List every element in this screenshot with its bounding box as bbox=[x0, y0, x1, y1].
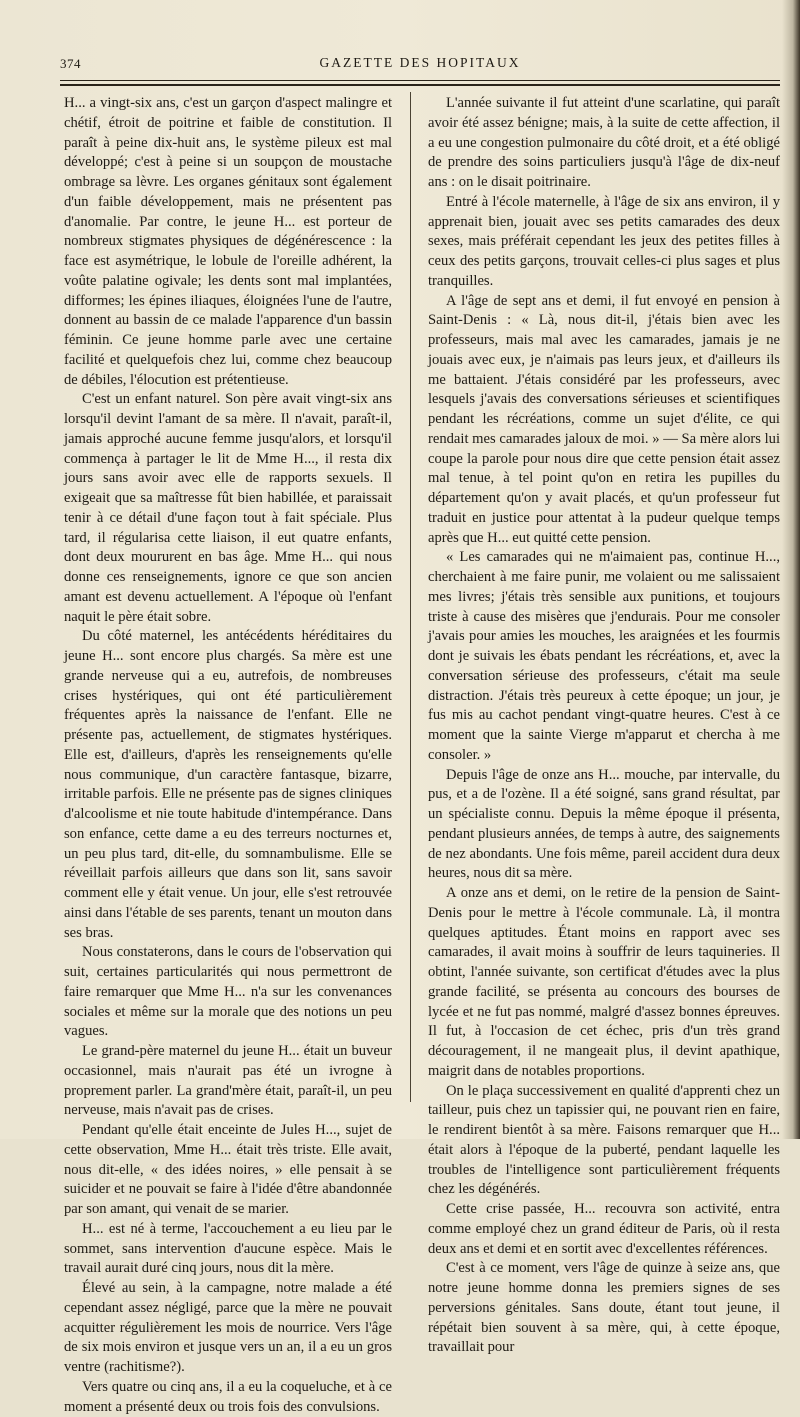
paragraph: Du côté maternel, les antécédents héréditaires du jeune H... sont encore plus chargés. Sa mère est une grande nerveuse qui a eu, autrefois, de nombreuses crises hystériques, qui ont été particulièrement fréquentes après la naissance de l'enfant. Elle ne présente pas, actuellement, de stigmates hystériques. Elle est, d'ailleurs, d'après les renseignements qu'elle nous communique, d'un caractère fantasque, bizarre, irritable parfois. Elle ne présente pas de signes cliniques d'alcoolisme et nie toute habitude d'intempérance. Dans son enfance, cette dame a eu des terreurs nocturnes et, un peu plus tard, dit-elle, du somnambulisme. Elle se réveillait parfois ailleurs que dans son lit, sans savoir comment elle y était venue. Un jour, elle s'est retrouvée ainsi dans l'étable de ses parents, tenant un mouton dans ses bras. bbox=[64, 628, 392, 941]
paragraph: Vers quatre ou cinq ans, il a eu la coqueluche, et à ce moment a présenté deux ou trois fois des convulsions. bbox=[64, 1378, 392, 1415]
paragraph: L'année suivante il fut atteint d'une scarlatine, qui paraît avoir été assez bénigne; mais, à la suite de cette affection, il a eu une congestion pulmonaire du côté droit, et a été obligé de prendre des soins particuliers jusqu'à l'âge de dix-neuf ans : on le disait poitrinaire. bbox=[428, 95, 780, 190]
paragraph: H... est né à terme, l'accouchement a eu lieu par le sommet, sans intervention d'aucune espèce. Mais le travail aurait duré cinq jours, nous dit la mère. bbox=[64, 1220, 392, 1277]
paragraph: Élevé au sein, à la campagne, notre malade a été cependant assez négligé, parce que la mère ne pouvait acquitter régulièrement les mois de nourrice. Vers l'âge de six mois environ et jusque vers un an, il a eu un gros ventre (rachitisme?). bbox=[64, 1280, 392, 1375]
paragraph: Cette crise passée, H... recouvra son activité, entra comme employé chez un grand éditeur de Paris, où il resta deux ans et demi et en sortit avec d'excellentes références. bbox=[428, 1201, 780, 1257]
journal-title: GAZETTE DES HOPITAUX bbox=[319, 55, 521, 70]
page-header bbox=[60, 52, 780, 74]
paragraph: On le plaça successivement en qualité d'apprenti chez un tailleur, puis chez un tapissier qui, ne pouvant rien en faire, le rendirent bientôt à sa mère. Faisons remarquer que H... était alors à l'époque de la puberté, pendant laquelle les troubles de l'intelligence sont particulièrement fréquents chez les dégénérés. bbox=[428, 1082, 780, 1198]
right-column bbox=[428, 94, 780, 1356]
paragraph: C'est à ce moment, vers l'âge de quinze à seize ans, que notre jeune homme donna les premiers signes de ses perversions génitales. Sans doute, étant tout jeune, il répétait bien souvent à sa mère, qui, à cette époque, travaillait pour bbox=[428, 1260, 780, 1356]
paragraph: C'est un enfant naturel. Son père avait vingt-six ans lorsqu'il devint l'amant de sa mère. Il n'avait, paraît-il, jamais approché aucune femme jusqu'alors, et lorsqu'il commença à partager le lit de Mme H..., il resta dix jours sans avoir avec elle de rapports sexuels. Il exigeait que sa maîtresse fût bien habillée, et paraissait tenir à ce détail d'une façon tout à fait spéciale. Plus tard, il régularisa cette liaison, il eut quatre enfants, dont deux moururent en bas âge. Mme H... qui nous donne ces renseignements, ignore ce que son ancien amant est devenu actuellement. A l'époque où l'enfant naquit le père était sobre. bbox=[64, 391, 392, 625]
header-rule-thin bbox=[60, 80, 780, 81]
paragraph: H... a vingt-six ans, c'est un garçon d'aspect malingre et chétif, étroit de poitrine et faible de constitution. Il paraît à peine dix-huit ans, le système pileux est mal développé; c'est à peine si un soupçon de moustache ombrage sa lèvre. Les organes génitaux sont également d'un faible développement, mais ne présentent pas d'anomalie. Par contre, le jeune H... est porteur de nombreux stigmates physiques de dégénérescence : la face est asymétrique, le lobule de l'oreille adhérent, la voûte palatine ogivale; les dents sont mal implantées, difformes; les épines iliaques, éloignées l'une de l'autre, donnent au bassin de ce malade l'apparence d'un bassin féminin. Ce jeune homme parle avec une certaine facilité et quelquefois chez lui, comme chez beaucoup de débiles, l'élocution est prétentieuse. bbox=[64, 95, 392, 388]
column-divider bbox=[410, 92, 411, 1102]
paragraph: Entré à l'école maternelle, à l'âge de six ans environ, il y apprenait bien, jouait avec ses petits camarades des deux sexes, mais préférait cependant les jeux des petites filles à ceux des petits garçons, trouvait celles-ci plus sages et plus tranquilles. bbox=[428, 193, 780, 289]
page-edge-shadow bbox=[782, 0, 800, 1139]
paragraph: Depuis l'âge de onze ans H... mouche, par intervalle, du pus, et a de l'ozène. Il a été soigné, sans grand résultat, par un spécialiste connu. Depuis la même époque il présenta, pendant plusieurs années, de temps à autre, des saignements de nez abondants. Une fois même, pareil accident dura deux heures, nous dit sa mère. bbox=[428, 766, 780, 882]
paragraph: A l'âge de sept ans et demi, il fut envoyé en pension à Saint-Denis : « Là, nous dit-il, j'étais bien avec les professeurs, mais mal avec les camarades, jamais je ne jouais avec eux, je n'aimais pas leurs jeux, et d'ailleurs ils me battaient. J'étais considéré par les professeurs, avec lesquels j'avais des conversations sérieuses et scientifiques pendant les récréations, comme un sujet d'élite, ce qui rendait mes camarades jaloux de moi. » — Sa mère alors lui coupe la parole pour nous dire que cette pension était assez mal tenue, à tel point qu'on en retira les pupilles du département qu'on y avait placés, et qu'un professeur fut traduit en justice pour attentat à la pudeur quelque temps après que H... eut quitté cette pension. bbox=[428, 292, 780, 546]
page-number: 374 bbox=[60, 56, 81, 71]
paragraph: Le grand-père maternel du jeune H... était un buveur occasionnel, mais n'aurait pas été un ivrogne à proprement parler. La grand'mère était, paraît-il, un peu nerveuse, mais n'avait pas de crises. bbox=[64, 1043, 392, 1119]
paragraph: A onze ans et demi, on le retire de la pension de Saint-Denis pour le mettre à l'école communale. Là, il montra quelques aptitudes. Étant moins en rapport avec ses camarades, il avait moins à souffrir de leurs taquineries. Il obtint, l'année suivante, son certificat d'études avec la plus grande facilité, se présenta au concours des bourses de lycée et ne fut pas nommé, malgré d'assez bonnes épreuves. Il fut, à l'occasion de cet échec, pris d'un très grand découragement, il ne mangeait plus, il devint apathique, maigrit dans de notables proportions. bbox=[428, 885, 780, 1079]
paragraph: Pendant qu'elle était enceinte de Jules H..., sujet de cette observation, Mme H... était très triste. Elle avait, nous dit-elle, « des idées noires, » elle pensait à se suicider et ne pouvait se faire à l'idée d'être abandonnée par son amant, qui venait de se marier. bbox=[64, 1122, 392, 1217]
left-column bbox=[64, 94, 392, 1415]
paragraph: « Les camarades qui ne m'aimaient pas, continue H..., cherchaient à me faire punir, me volaient ou me salissaient mes livres; j'étais très sensible aux punitions, et toujours triste à cause des misères que j'endurais. Pour me consoler j'avais pour amies les mouches, les araignées et les fourmis dont je suivais les ébats pendant les récréations, et, avec la conversation sérieuse des professeurs, c'était ma seule distraction. J'étais très peureux à cette époque; un jour, je fus mis au cachot pendant vingt-quatre heures. C'est à ce moment que la sainte Vierge m'apparut et chercha à me consoler. » bbox=[428, 549, 780, 763]
paragraph: Nous constaterons, dans le cours de l'observation qui suit, certaines particularités qui nous permettront de faire remarquer que Mme H... n'a sur les convenances sociales et même sur la morale que des notions un peu vagues. bbox=[64, 944, 392, 1040]
header-rule-thick bbox=[60, 84, 780, 86]
